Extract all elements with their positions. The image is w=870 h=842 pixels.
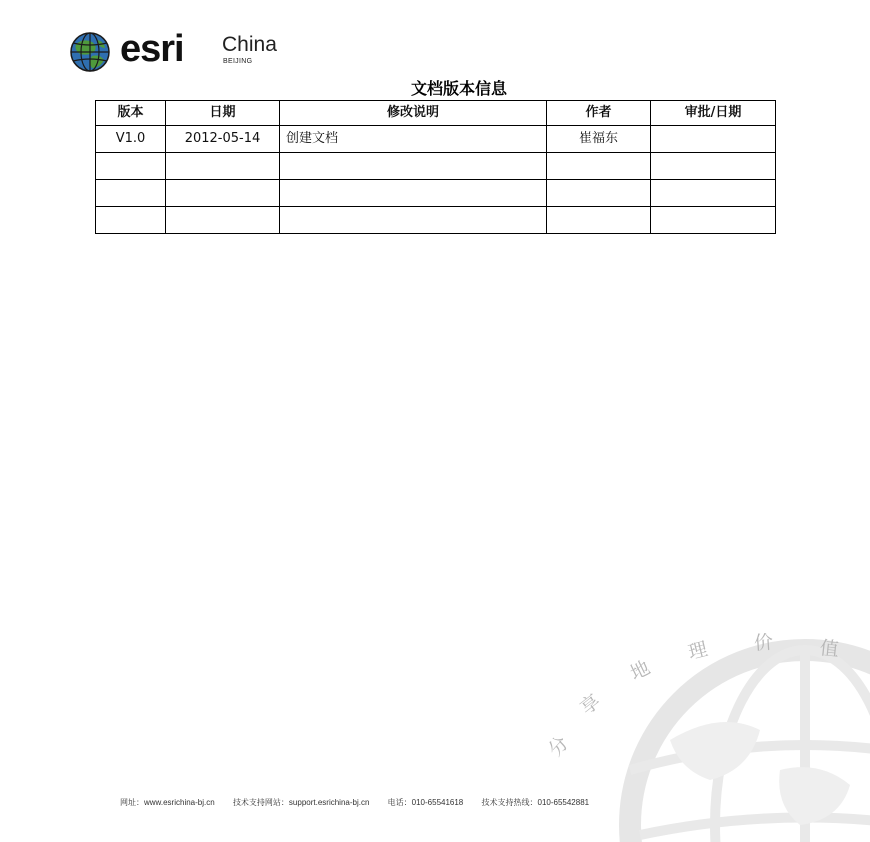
description-cell [280, 207, 547, 234]
footer-support-site: 技术支持网站：support.esrichina-bj.cn [232, 798, 370, 807]
column-header-version: 版本 [96, 101, 166, 126]
description-cell: 创建文档 [280, 126, 547, 153]
logo-wordmark: esri [120, 28, 184, 70]
approval-cell [651, 180, 776, 207]
date-cell: 2012-05-14 [166, 126, 280, 153]
author-cell: 崔福东 [547, 126, 651, 153]
version-cell [96, 153, 166, 180]
date-cell [166, 180, 280, 207]
description-cell [280, 180, 547, 207]
version-cell [96, 207, 166, 234]
footer-website: 网址：www.esrichina-bj.cn [120, 798, 215, 807]
author-cell [547, 180, 651, 207]
logo-city: BEIJING [223, 58, 253, 65]
version-cell: V1.0 [96, 126, 166, 153]
column-header-change-description: 修改说明 [280, 101, 547, 126]
column-header-approval-date: 审批/日期 [651, 101, 776, 126]
approval-cell [651, 207, 776, 234]
esri-china-logo [66, 28, 310, 74]
table-row [96, 153, 776, 180]
approval-cell [651, 153, 776, 180]
logo-region: China [222, 33, 277, 56]
column-header-date: 日期 [166, 101, 280, 126]
table-row [96, 126, 776, 153]
author-cell [547, 207, 651, 234]
date-cell [166, 153, 280, 180]
footer-phone: 电话：010-65541618 [387, 798, 464, 807]
watermark-char: 值 [818, 637, 840, 661]
table-row [96, 180, 776, 207]
page-footer [120, 797, 820, 809]
watermark-char: 享 [576, 690, 605, 720]
globe-icon [70, 32, 110, 72]
version-history-table [95, 100, 776, 234]
watermark-char: 地 [626, 656, 654, 685]
date-cell [166, 207, 280, 234]
document-title: 文档版本信息 [410, 79, 507, 98]
watermark-char: 价 [753, 631, 774, 655]
table-header-row [96, 101, 776, 126]
version-cell [96, 180, 166, 207]
footer-hotline: 技术支持热线：010-65542881 [481, 798, 590, 807]
table-row [96, 207, 776, 234]
approval-cell [651, 126, 776, 153]
column-header-author: 作者 [547, 101, 651, 126]
description-cell [280, 153, 547, 180]
watermark-char: 理 [685, 637, 710, 664]
author-cell [547, 153, 651, 180]
watermark-char: 分 [544, 732, 574, 761]
